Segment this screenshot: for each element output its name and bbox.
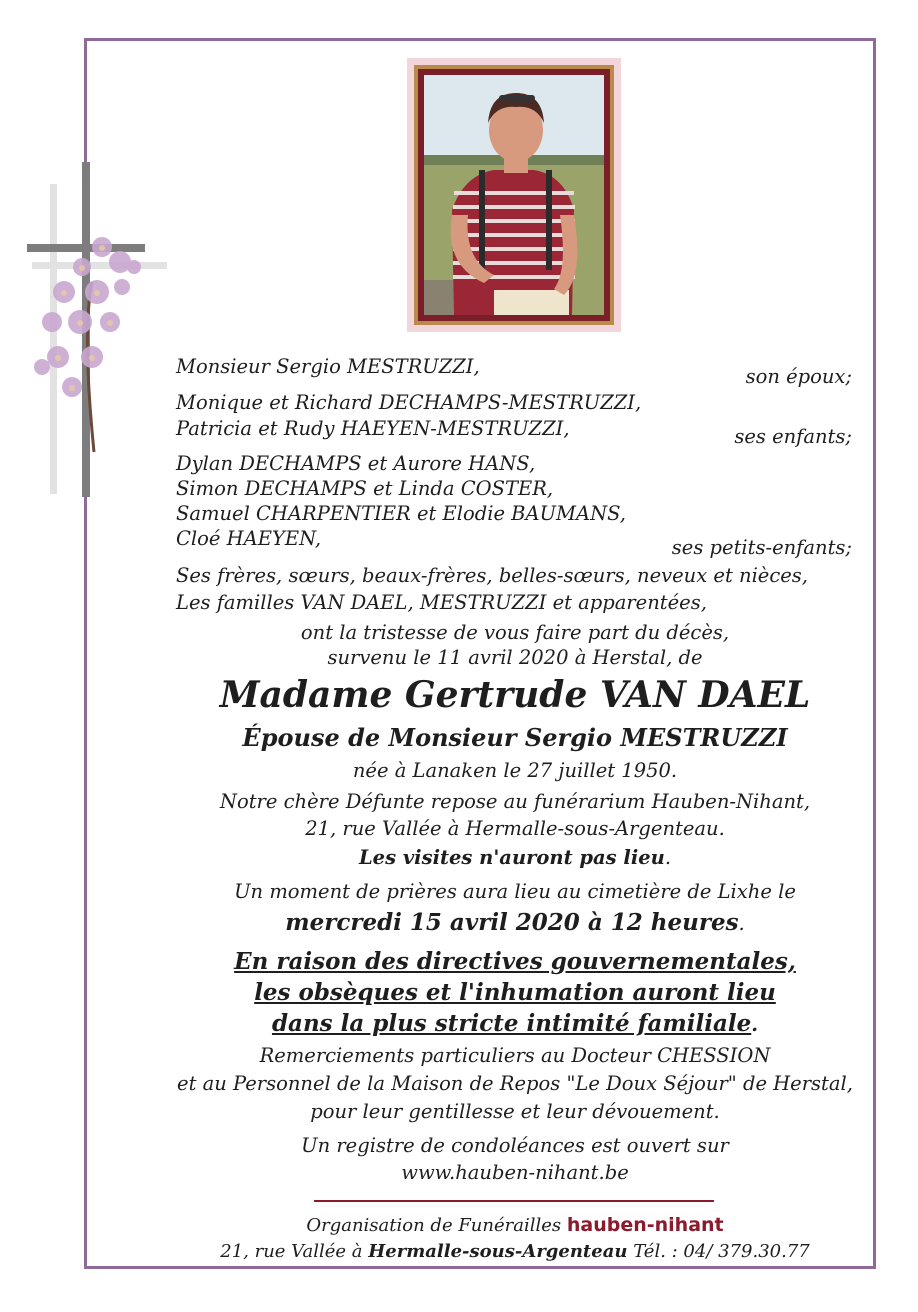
role-spouse: son époux;: [745, 365, 852, 388]
footer-address-prefix: 21, rue Vallée à: [220, 1241, 363, 1262]
deceased-spouse-line: Épouse de Monsieur Sergio MESTRUZZI: [242, 723, 788, 752]
family-line-child-2: Patricia et Rudy HAEYEN-MESTRUZZI,: [176, 417, 570, 440]
cross-with-orchids-icon: [22, 162, 172, 502]
family-line-spouse: Monsieur Sergio MESTRUZZI,: [176, 355, 480, 378]
registry-line: Un registre de condoléances est ouvert sur: [301, 1134, 729, 1157]
notice-text-1: En raison des directives gouvernementales,: [234, 948, 796, 975]
family-line-families: Les familles VAN DAEL, MESTRUZZI et apparentées,: [176, 591, 707, 614]
footer-org-line: [120, 1212, 910, 1239]
role-children: ses enfants;: [734, 425, 852, 448]
footer-divider: [314, 1200, 714, 1202]
ceremony-date: mercredi 15 avril 2020 à 12 heures: [285, 909, 739, 936]
portrait-frame: [414, 65, 614, 325]
announcement-line-2: survenu le 11 avril 2020 à Herstal, de: [327, 646, 703, 669]
announcement-line-1: ont la tristesse de vous faire part du décès,: [300, 621, 730, 644]
family-line-grandchild-3: Samuel CHARPENTIER et Elodie BAUMANS,: [176, 502, 627, 525]
portrait-photo: [424, 75, 604, 315]
portrait-mat: [407, 58, 621, 332]
birth-line: née à Lanaken le 27 juillet 1950.: [352, 759, 678, 782]
thanks-line-1: Remerciements particuliers au Docteur CHESSION: [259, 1044, 771, 1067]
role-grandchildren: ses petits-enfants;: [671, 536, 852, 559]
visits-text: Les visites n'auront pas lieu: [358, 846, 665, 869]
notice-line-2: [120, 977, 910, 1008]
notice-line-1: [120, 946, 910, 977]
notice-period: .: [751, 1013, 759, 1036]
brand-logo: hauben-nihant: [566, 1214, 724, 1236]
notice-line-3: [120, 1008, 910, 1039]
notice-text-2: les obsèques et l'inhumation auront lieu: [254, 979, 776, 1006]
footer-org: Organisation de Funérailles: [306, 1215, 562, 1236]
family-line-grandchild-4: Cloé HAEYEN,: [176, 527, 322, 550]
visits-line: [120, 845, 910, 871]
date-line: [120, 910, 910, 937]
family-line-grandchild-2: Simon DECHAMPS et Linda COSTER,: [176, 477, 554, 500]
footer-address-line: [120, 1239, 910, 1265]
visits-period: .: [664, 846, 672, 869]
notice-text-3: dans la plus stricte intimité familiale: [271, 1010, 752, 1037]
registry-url[interactable]: www.hauben-nihant.be: [401, 1161, 629, 1184]
thanks-line-3: pour leur gentillesse et leur dévouement.: [310, 1100, 720, 1123]
repose-line-1: Notre chère Défunte repose au funérarium Hauben-Nihant,: [219, 790, 811, 813]
footer-phone: Tél. : 04/ 379.30.77: [633, 1241, 810, 1262]
family-line-siblings: Ses frères, sœurs, beaux-frères, belles-sœurs, neveux et nièces,: [176, 564, 809, 587]
repose-line-2: 21, rue Vallée à Hermalle-sous-Argenteau.: [305, 817, 725, 840]
family-line-child-1: Monique et Richard DECHAMPS-MESTRUZZI,: [176, 391, 642, 414]
date-period: .: [738, 912, 745, 935]
thanks-line-2: et au Personnel de la Maison de Repos "Le Doux Séjour" de Herstal,: [177, 1072, 853, 1095]
prayer-line: Un moment de prières aura lieu au cimetière de Lixhe le: [234, 880, 796, 903]
deceased-name: Madame Gertrude VAN DAEL: [219, 674, 811, 716]
family-line-grandchild-1: Dylan DECHAMPS et Aurore HANS,: [176, 452, 536, 475]
footer-town: Hermalle-sous-Argenteau: [368, 1241, 628, 1262]
